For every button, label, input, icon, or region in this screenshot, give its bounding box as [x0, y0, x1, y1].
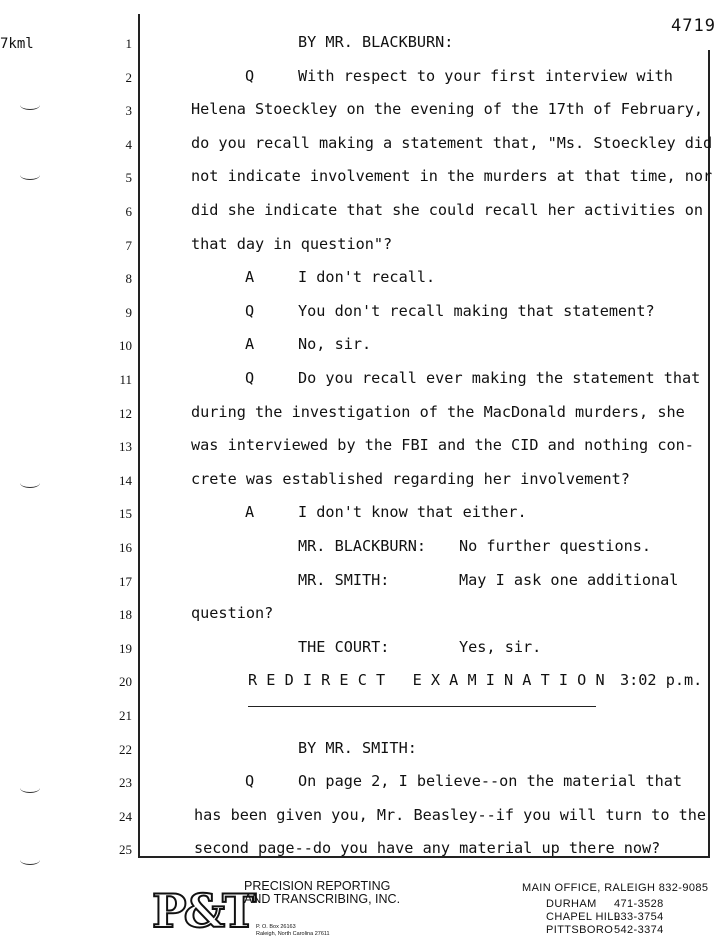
- line-text: crete was established regarding her involvement?: [191, 469, 630, 488]
- line-text: during the investigation of the MacDonald murders, she: [191, 402, 685, 421]
- margin-code: 7kml: [0, 36, 34, 52]
- line-number: 24: [119, 808, 132, 824]
- footer: [0, 874, 720, 942]
- section-rule: [248, 706, 596, 707]
- transcript-line: [0, 430, 720, 464]
- line-number: 5: [125, 170, 132, 186]
- line-number: 20: [119, 674, 132, 690]
- branch-phone: 542-3374: [614, 924, 664, 936]
- line-text: that day in question"?: [191, 234, 393, 253]
- line-text: I don't recall.: [298, 268, 436, 287]
- line-number: 23: [119, 775, 132, 791]
- line-text: MR. BLACKBURN:: [298, 537, 427, 555]
- line-text: Q: [245, 772, 255, 791]
- branch-office: [546, 898, 664, 910]
- line-number: 10: [119, 338, 132, 354]
- line-number: 25: [119, 842, 132, 858]
- branch-city: PITTSBORO: [546, 924, 614, 936]
- line-text: May I ask one additional: [459, 570, 679, 589]
- line-number: 14: [119, 472, 132, 488]
- transcript-line: [0, 262, 720, 296]
- line-number: 11: [119, 372, 132, 387]
- line-text: BY MR. SMITH:: [298, 738, 417, 757]
- line-text: Helena Stoeckley on the evening of the 17th of February,: [191, 100, 704, 119]
- transcript-line: [0, 598, 720, 632]
- line-text: Q: [245, 369, 255, 387]
- company-logo: P&T: [152, 884, 254, 938]
- transcript-line: [0, 128, 720, 162]
- transcript-line: [0, 733, 720, 767]
- line-text: question?: [191, 604, 274, 623]
- company-address: [256, 924, 330, 937]
- line-text: second page--do you have any material up there now?: [194, 839, 661, 858]
- line-number: 15: [119, 506, 132, 522]
- transcript-line: [0, 833, 720, 867]
- line-text: not indicate involvement in the murders at that time, nor: [191, 167, 713, 186]
- transcript-line: [0, 94, 720, 128]
- line-text: No, sir.: [298, 335, 372, 354]
- company-name-line: PRECISION REPORTING: [244, 879, 391, 893]
- line-number: 18: [119, 607, 132, 623]
- transcript-line: [0, 161, 720, 195]
- line-text: No further questions.: [459, 537, 652, 555]
- line-number: 22: [119, 741, 132, 757]
- line-text: Q: [245, 301, 255, 320]
- line-text: 3:02 p.m.: [620, 671, 703, 690]
- line-number: 16: [119, 540, 132, 555]
- line-text: did she indicate that she could recall her activities on: [191, 201, 704, 219]
- branch-phone: 933-3754: [614, 911, 664, 923]
- branch-city: CHAPEL HILL: [546, 911, 621, 923]
- line-text: I don't know that either.: [298, 503, 527, 522]
- branch-office: [546, 911, 664, 923]
- line-text: On page 2, I believe--on the material that: [298, 772, 683, 791]
- transcript-line: [0, 531, 720, 565]
- branch-city: DURHAM: [546, 898, 597, 910]
- line-text: Do you recall ever making the statement that: [298, 369, 701, 387]
- transcript-line: [0, 329, 720, 363]
- transcript-line: [0, 766, 720, 800]
- line-text: With respect to your first interview with: [298, 66, 673, 85]
- line-text: MR. SMITH:: [298, 570, 390, 589]
- line-text: A: [245, 503, 255, 522]
- line-text: A: [245, 335, 255, 354]
- line-text: has been given you, Mr. Beasley--if you will turn to the: [194, 805, 707, 824]
- transcript-line: [0, 195, 720, 229]
- branch-office: [546, 924, 664, 936]
- address-line: Raleigh, North Carolina 27611: [256, 930, 330, 937]
- line-number: 4: [125, 136, 132, 152]
- transcript-line: [0, 397, 720, 431]
- company-name: [244, 880, 400, 906]
- transcript-line: [0, 296, 720, 330]
- transcript-line: [0, 632, 720, 666]
- transcript-line: [0, 565, 720, 599]
- address-line: P. O. Box 26163: [256, 924, 296, 930]
- line-number: 17: [119, 573, 132, 589]
- transcript-line: [0, 800, 720, 834]
- branch-phone: 471-3528: [614, 898, 664, 910]
- line-number: 1: [125, 36, 132, 51]
- transcript-line: [0, 61, 720, 95]
- line-text: You don't recall making that statement?: [298, 301, 655, 320]
- line-number: 19: [119, 640, 132, 656]
- line-text: R E D I R E C T E X A M I N A T I O N: [248, 671, 605, 690]
- line-number: 21: [119, 708, 132, 723]
- transcript-line: [0, 229, 720, 263]
- transcript-line: [0, 699, 720, 733]
- line-text: A: [245, 268, 255, 287]
- page-number: 4719: [671, 16, 716, 36]
- line-text: BY MR. BLACKBURN:: [298, 33, 454, 51]
- line-number: 7: [125, 237, 132, 253]
- transcript-line: [0, 363, 720, 397]
- line-text: Yes, sir.: [459, 637, 542, 656]
- transcript-line: [0, 27, 720, 61]
- transcript-line: [0, 665, 720, 699]
- main-office: MAIN OFFICE, RALEIGH 832-9085: [522, 882, 709, 894]
- line-number: 9: [125, 304, 132, 320]
- line-text: was interviewed by the FBI and the CID and nothing con-: [191, 436, 694, 455]
- line-number: 6: [125, 204, 132, 219]
- line-number: 12: [119, 405, 132, 421]
- line-number: 2: [125, 69, 132, 85]
- line-text: THE COURT:: [298, 637, 390, 656]
- line-number: 13: [119, 439, 132, 455]
- line-text: Q: [245, 66, 255, 85]
- transcript-line: [0, 464, 720, 498]
- line-number: 3: [125, 103, 132, 119]
- company-name-line: AND TRANSCRIBING, INC.: [244, 892, 401, 906]
- transcript-line: [0, 497, 720, 531]
- line-number: 8: [125, 271, 132, 287]
- line-text: do you recall making a statement that, "Ms. Stoeckley did: [191, 133, 713, 152]
